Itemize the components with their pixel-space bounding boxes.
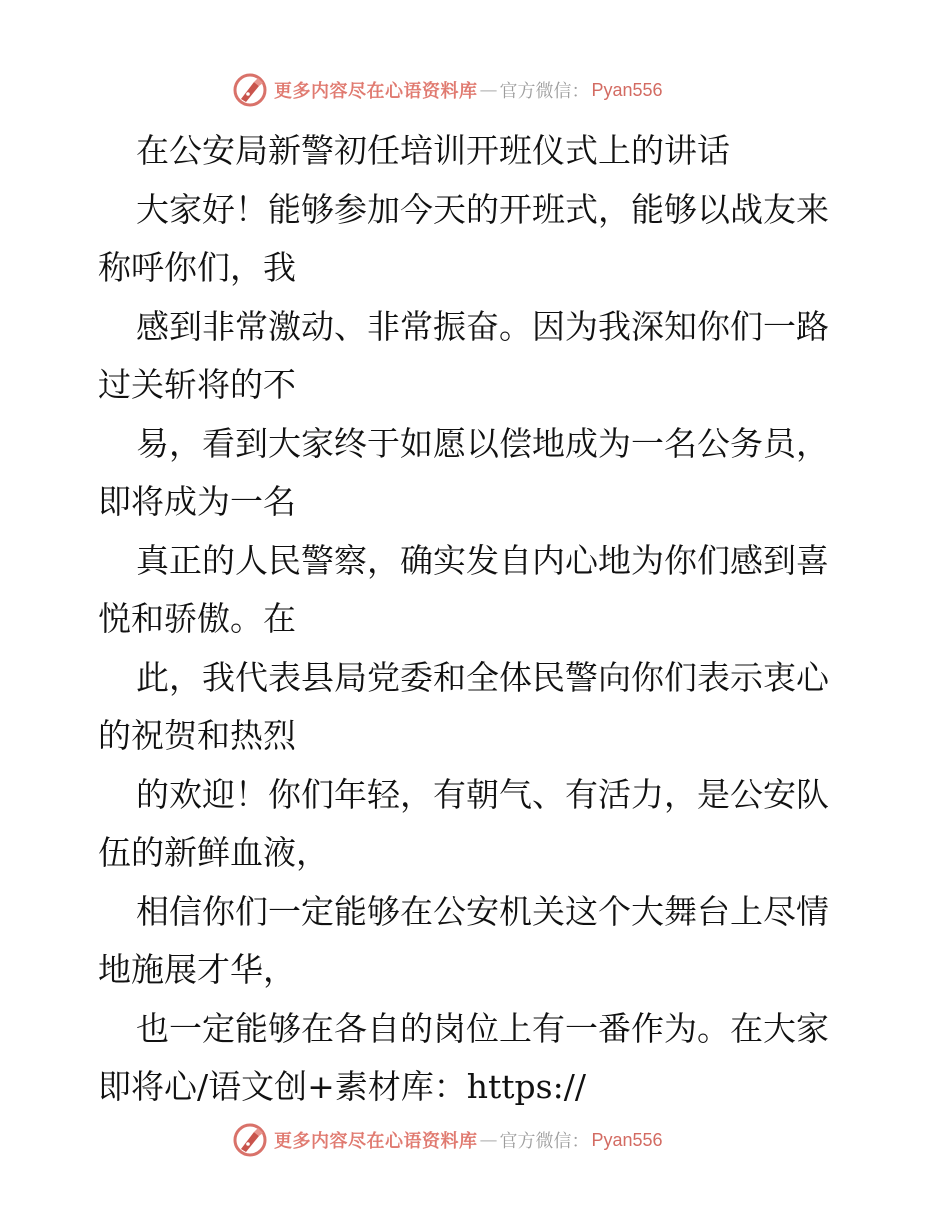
footer-banner[interactable]	[232, 1122, 732, 1158]
paragraph-line: 称呼你们，我	[98, 248, 296, 287]
paragraph-line: 此，我代表县局党委和全体民警向你们表示衷心	[136, 657, 829, 697]
paragraph-line: 的欢迎！你们年轻，有朝气、有活力，是公安队	[136, 774, 829, 814]
speech-body	[98, 122, 858, 1117]
paragraph-line: 地施展才华，	[98, 950, 296, 989]
paragraph-line: 真正的人民警察，确实发自内心地为你们感到喜	[136, 540, 829, 580]
pen-nib-logo-icon	[232, 72, 268, 108]
paragraph-line: 的祝贺和热烈	[98, 716, 296, 755]
paragraph-line: 过关斩将的不	[98, 365, 296, 404]
paragraph-line: 也一定能够在各自的岗位上有一番作为。在大家	[136, 1008, 829, 1048]
banner-separator: —	[479, 79, 498, 101]
paragraph-line: 大家好！能够参加今天的开班式，能够以战友来	[136, 189, 829, 229]
paragraph-line: 即将成为一名	[98, 482, 296, 521]
paragraph-line: 伍的新鲜血液，	[98, 833, 329, 872]
banner-brand-text: 更多内容尽在心语资料库	[274, 1131, 478, 1152]
banner-separator: —	[479, 1129, 498, 1151]
banner-wechat-id: Pyan556	[591, 79, 663, 100]
paragraph-line: 悦和骄傲。在	[98, 599, 296, 638]
header-banner[interactable]	[232, 72, 732, 108]
banner-brand-text: 更多内容尽在心语资料库	[274, 81, 478, 102]
banner-wechat-id: Pyan556	[591, 1129, 663, 1150]
paragraph-line: 易，看到大家终于如愿以偿地成为一名公务员，	[136, 423, 829, 463]
banner-wechat-label: 官方微信：	[499, 81, 590, 102]
paragraph-line: 相信你们一定能够在公安机关这个大舞台上尽情	[136, 891, 829, 931]
banner-wechat-label: 官方微信：	[499, 1131, 590, 1152]
paragraph-line: 感到非常激动、非常振奋。因为我深知你们一路	[136, 306, 829, 346]
document-title: 在公安局新警初任培训开班仪式上的讲话	[136, 131, 730, 170]
paragraph-line: 即将心/语文创+素材库：https://	[98, 1067, 586, 1106]
pen-nib-logo-icon	[232, 1122, 268, 1158]
